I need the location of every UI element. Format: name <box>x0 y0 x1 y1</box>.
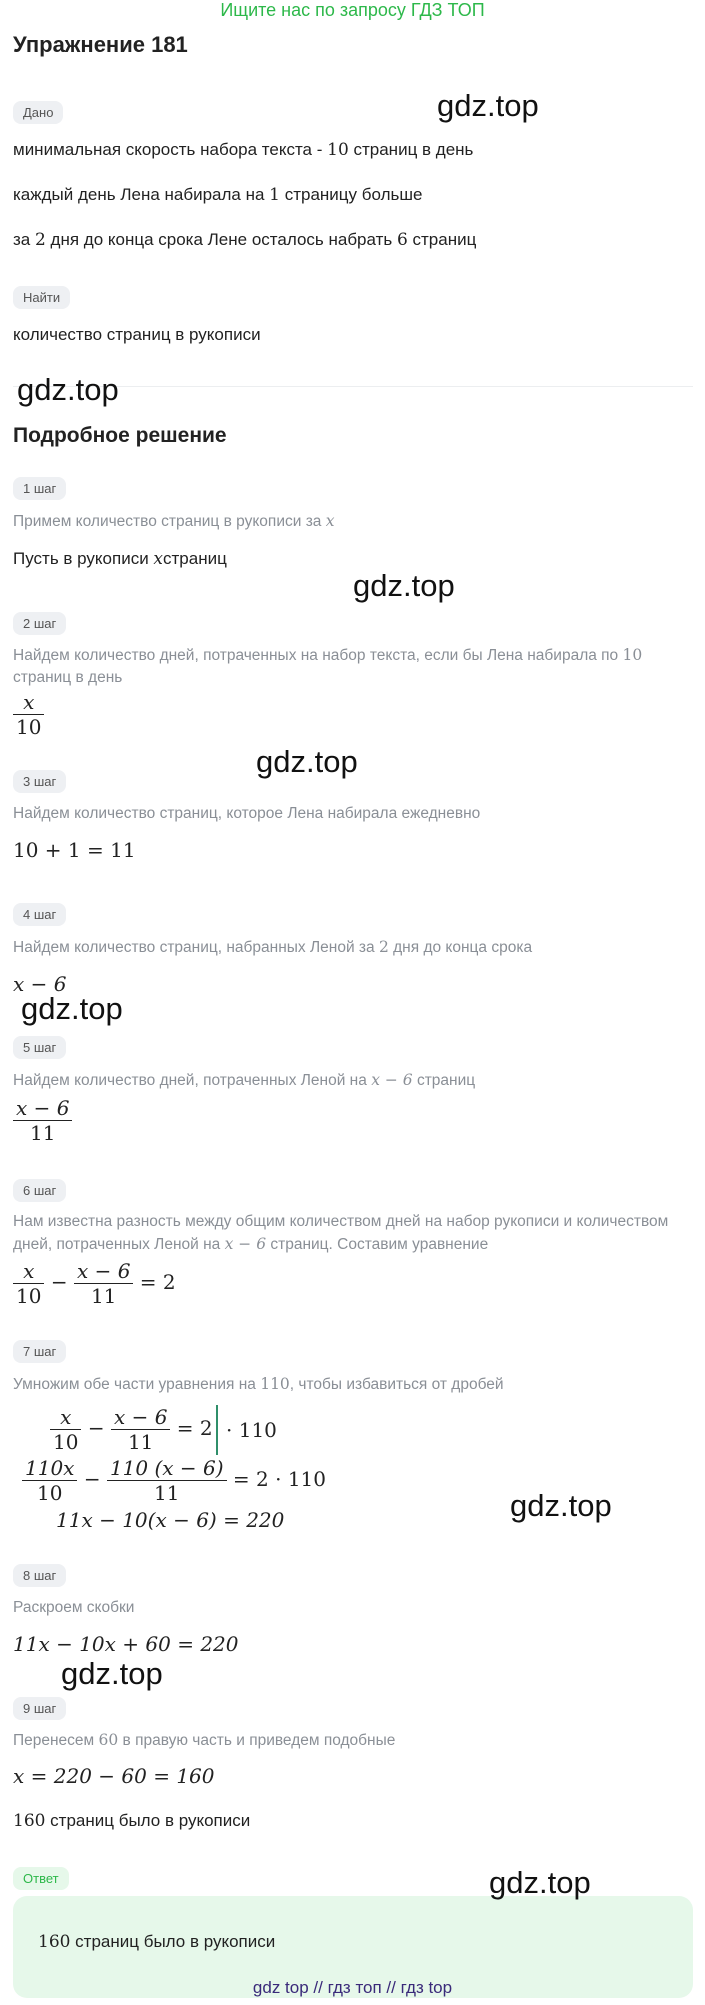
step-1-badge: 1 шаг <box>13 477 66 500</box>
step-2-desc: Найдем количество дней, потраченных на набор текста, если бы Лена набирала по 10 страниц в день <box>13 646 643 686</box>
step-9-result: 160 страниц было в рукописи <box>13 1811 251 1831</box>
step-3-math: 10 + 1 = 11 <box>13 838 136 862</box>
step-4-math: x − 6 <box>13 972 67 996</box>
step-6-math: $\frac{x}{10}$ − $\frac{x - 6}{11}$ = 2 <box>13 1259 176 1308</box>
watermark: gdz.top <box>510 1488 612 1523</box>
step-6-badge: 6 шаг <box>13 1179 66 1202</box>
step-7-desc: Умножим обе части уравнения на 110, чтобы избавиться от дробей <box>13 1375 504 1393</box>
step-8-math: 11x − 10x + 60 = 220 <box>13 1632 239 1656</box>
watermark: gdz.top <box>256 744 358 779</box>
given-line-2: каждый день Лена набирала на 1 страницу больше <box>13 185 423 205</box>
page-title: Упражнение 181 <box>13 32 188 57</box>
step-5-math: $\frac{x - 6}{11}$ <box>13 1096 72 1145</box>
step-1-desc: Примем количество страниц в рукописи за x <box>13 512 335 530</box>
find-badge: Найти <box>13 286 70 309</box>
watermark: gdz.top <box>353 568 455 603</box>
answer-text: 160 страниц было в рукописи <box>38 1932 276 1952</box>
step-7-math-line-1: $\frac{x}{10}$ − $\frac{x - 6}{11}$ = 2 <box>50 1405 213 1454</box>
given-line-3: за 2 дня до конца срока Лене осталось набрать 6 страниц <box>13 230 477 250</box>
step-5-badge: 5 шаг <box>13 1036 66 1059</box>
step-7-math-line-3: 11x − 10(x − 6) = 220 <box>56 1508 285 1532</box>
step-4-desc: Найдем количество страниц, набранных Леной за 2 дня до конца срока <box>13 938 533 956</box>
solution-title: Подробное решение <box>13 424 227 447</box>
step-5-desc: Найдем количество дней, потраченных Леной на x − 6 страниц <box>13 1071 476 1089</box>
step-8-badge: 8 шаг <box>13 1564 66 1587</box>
step-7-badge: 7 шаг <box>13 1340 66 1363</box>
step-9-badge: 9 шаг <box>13 1697 66 1720</box>
step-9-desc: Перенесем 60 в правую часть и приведем подобные <box>13 1731 396 1749</box>
watermark: gdz.top <box>17 372 119 407</box>
step-1-result: Пусть в рукописи xстраниц <box>13 549 227 569</box>
step-7-math-line-2: $\frac{110x}{10}$ − $\frac{110 (x - 6)}{11}$ = 2 · 110 <box>22 1456 326 1505</box>
watermark: gdz.top <box>61 1656 163 1691</box>
step-8-desc: Раскроем скобки <box>13 1599 135 1616</box>
watermark: gdz.top <box>437 88 539 123</box>
step-3-desc: Найдем количество страниц, которое Лена набирала ежедневно <box>13 805 481 822</box>
footer-links[interactable]: gdz top // гдз топ // гдз top <box>252 1978 453 1997</box>
step-2-badge: 2 шаг <box>13 612 66 635</box>
step-7-multiplier: · 110 <box>226 1418 277 1442</box>
step-6-desc: Нам известна разность между общим количеством дней на набор рукописи и количеством дней, потраченных Леной на x − 6 страниц. Составим уравнение <box>13 1213 669 1253</box>
watermark: gdz.top <box>21 991 123 1026</box>
step-9-math: x = 220 − 60 = 160 <box>13 1764 215 1788</box>
answer-badge: Ответ <box>13 1867 69 1890</box>
step-3-badge: 3 шаг <box>13 770 66 793</box>
watermark: gdz.top <box>489 1865 591 1900</box>
step-4-badge: 4 шаг <box>13 903 66 926</box>
find-text: количество страниц в рукописи <box>13 325 261 344</box>
given-badge: Дано <box>13 101 63 124</box>
search-banner: Ищите нас по запросу ГДЗ ТОП <box>220 0 485 20</box>
step-2-math: $\frac{x}{10}$ <box>13 690 44 739</box>
multiplier-bar <box>216 1405 218 1455</box>
given-line-1: минимальная скорость набора текста - 10 страниц в день <box>13 140 474 160</box>
